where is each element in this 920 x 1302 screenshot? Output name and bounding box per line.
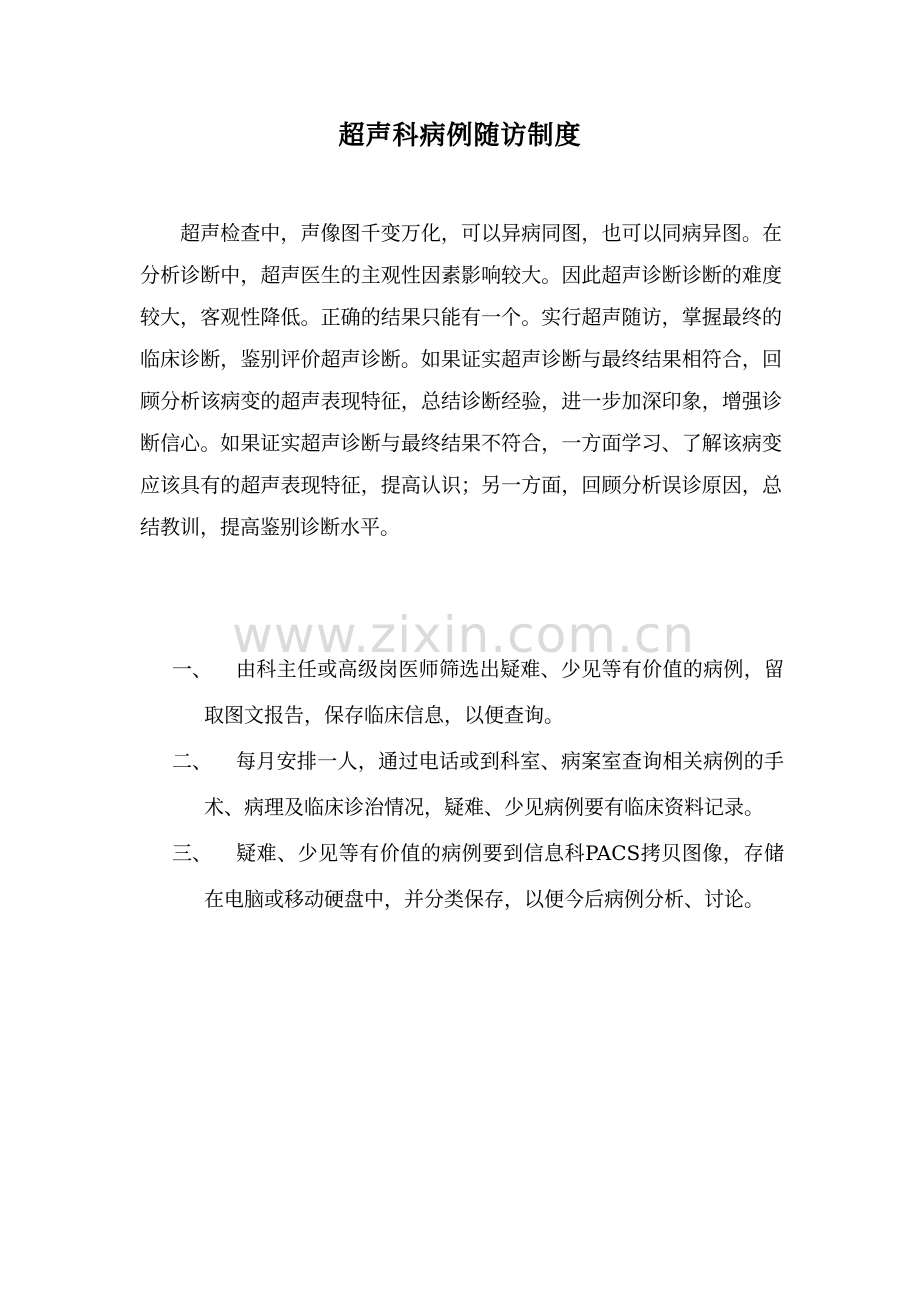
list-item-text: 由科主任或高级岗医师筛选出疑难、少见等有价值的病例，留取图文报告，保存临床信息，以便查询。	[204, 657, 784, 727]
list-item-number: 三、	[172, 841, 212, 865]
list-item-number: 一、	[172, 657, 212, 681]
watermark: www.zixin.com.cn	[232, 606, 696, 664]
list-item	[172, 738, 784, 830]
rule-list	[172, 646, 784, 922]
list-item-text: 每月安排一人，通过电话或到科室、病案室查询相关病例的手术、病理及临床诊治情况，疑难、少见病例要有临床资料记录。	[204, 749, 784, 819]
intro-paragraph: 超声检查中，声像图千变万化，可以异病同图，也可以同病异图。在分析诊断中，超声医生的主观性因素影响较大。因此超声诊断诊断的难度较大，客观性降低。正确的结果只能有一个。实行超声随访，掌握最终的临床诊断，鉴别评价超声诊断。如果证实超声诊断与最终结果相符合，回顾分析该病变的超声表现特征，总结诊断经验，进一步加深印象，增强诊断信心。如果证实超声诊断与最终结果不符合，一方面学习、了解该病变应该具有的超声表现特征，提高认识；另一方面，回顾分析误诊原因，总结教训，提高鉴别诊断水平。	[140, 221, 782, 539]
list-item-text: 疑难、少见等有价值的病例要到信息科PACS拷贝图像，存储在电脑或移动硬盘中，并分类保存，以便今后病例分析、讨论。	[204, 841, 784, 911]
list-item-number: 二、	[172, 749, 212, 773]
list-item	[172, 830, 784, 922]
page-title: 超声科病例随访制度	[338, 121, 582, 151]
list-item	[172, 646, 784, 738]
